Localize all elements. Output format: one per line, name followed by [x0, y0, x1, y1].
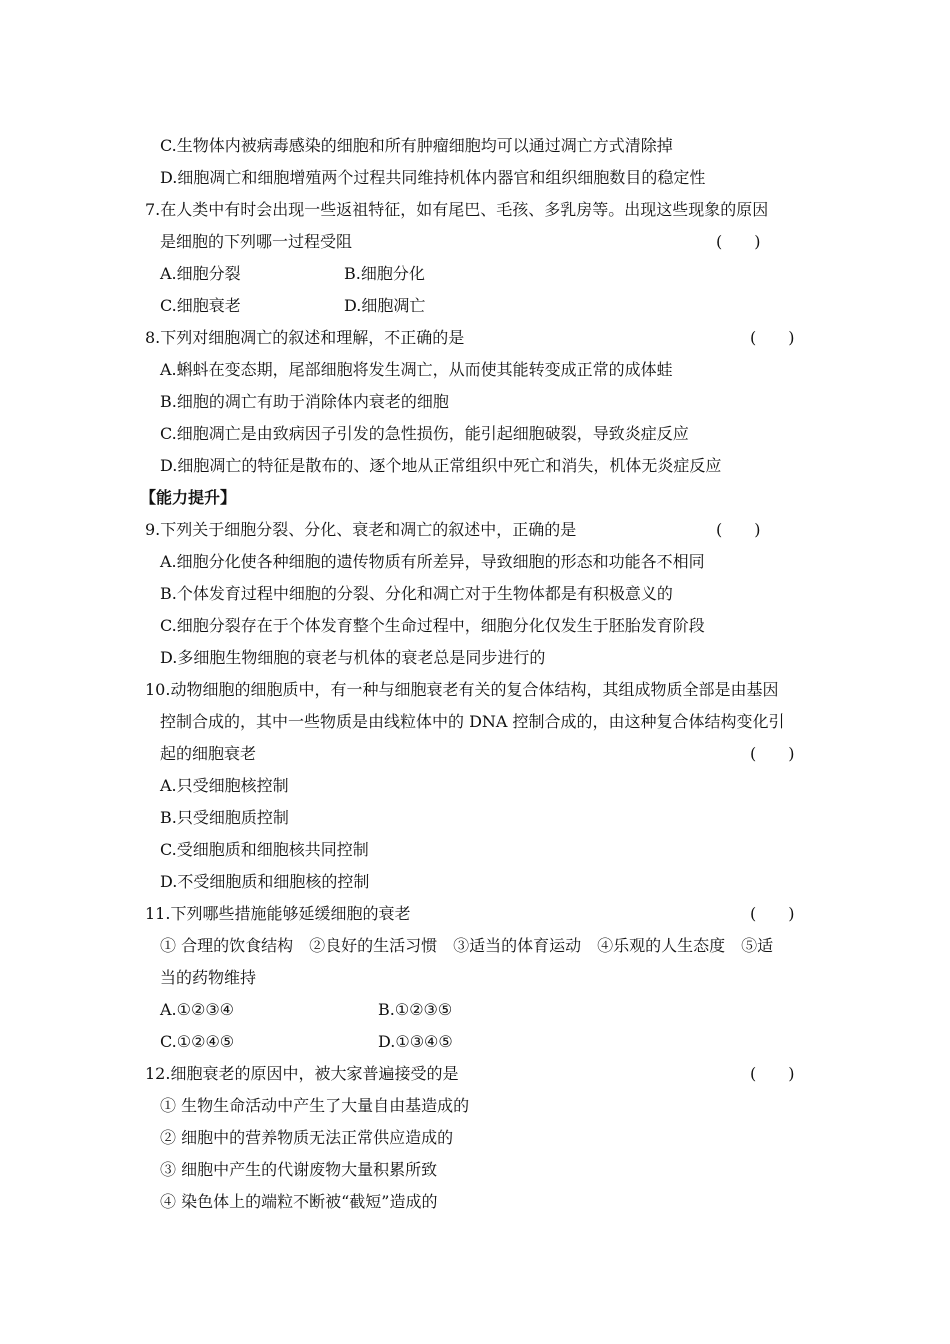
q7-option-a: A.细胞分裂 — [160, 264, 241, 283]
q7-option-d: D.细胞凋亡 — [344, 296, 426, 315]
q6-option-c: C.生物体内被病毒感染的细胞和所有肿瘤细胞均可以通过凋亡方式清除掉 — [160, 136, 673, 155]
q11-option-b: B.①②③⑤ — [378, 1000, 453, 1019]
q6-option-d: D.细胞凋亡和细胞增殖两个过程共同维持机体内器官和组织细胞数目的稳定性 — [160, 168, 706, 187]
q12-item-2: ② 细胞中的营养物质无法正常供应造成的 — [160, 1128, 454, 1147]
q11-items-line1: ① 合理的饮食结构 ②良好的生活习惯 ③适当的体育运动 ④乐观的人生态度 ⑤适 — [160, 936, 774, 955]
q8-option-b: B.细胞的凋亡有助于消除体内衰老的细胞 — [160, 392, 449, 411]
q12-item-3: ③ 细胞中产生的代谢废物大量积累所致 — [160, 1160, 438, 1179]
q7-option-c: C.细胞衰老 — [160, 296, 241, 315]
q10-stem-line2: 控制合成的，其中一些物质是由线粒体中的 DNA 控制合成的，由这种复合体结构变化引 — [160, 712, 785, 731]
q7-option-b: B.细胞分化 — [344, 264, 425, 283]
q11-answer-paren: ( ) — [750, 904, 795, 923]
q11-items-line2: 当的药物维持 — [160, 968, 257, 987]
q10-stem-line1: 10.动物细胞的细胞质中，有一种与细胞衰老有关的复合体结构，其组成物质全部是由基因 — [145, 680, 779, 699]
q7-answer-paren: ( ) — [716, 232, 761, 251]
q9-option-d: D.多细胞生物细胞的衰老与机体的衰老总是同步进行的 — [160, 648, 546, 667]
q11-option-a: A.①②③④ — [160, 1000, 235, 1019]
q8-option-a: A.蝌蚪在变态期，尾部细胞将发生凋亡，从而使其能转变成正常的成体蛙 — [160, 360, 673, 379]
q12-stem: 12.细胞衰老的原因中，被大家普遍接受的是 — [145, 1064, 459, 1083]
q10-option-c: C.受细胞质和细胞核共同控制 — [160, 840, 369, 859]
q9-option-a: A.细胞分化使各种细胞的遗传物质有所差异，导致细胞的形态和功能各不相同 — [160, 552, 705, 571]
q7-stem-line2: 是细胞的下列哪一过程受阻 — [160, 232, 353, 251]
q12-item-4: ④ 染色体上的端粒不断被“截短”造成的 — [160, 1192, 438, 1211]
q8-answer-paren: ( ) — [750, 328, 795, 347]
q8-option-d: D.细胞凋亡的特征是散布的、逐个地从正常组织中死亡和消失，机体无炎症反应 — [160, 456, 722, 475]
q9-answer-paren: ( ) — [716, 520, 761, 539]
q12-answer-paren: ( ) — [750, 1064, 795, 1083]
q11-option-c: C.①②④⑤ — [160, 1032, 235, 1051]
q10-option-b: B.只受细胞质控制 — [160, 808, 289, 827]
q11-stem: 11.下列哪些措施能够延缓细胞的衰老 — [145, 904, 411, 923]
q7-stem-line1: 7.在人类中有时会出现一些返祖特征，如有尾巴、毛孩、多乳房等。出现这些现象的原因 — [145, 200, 769, 219]
q10-option-d: D.不受细胞质和细胞核的控制 — [160, 872, 370, 891]
q9-stem: 9.下列关于细胞分裂、分化、衰老和凋亡的叙述中，正确的是 — [145, 520, 577, 539]
q9-option-b: B.个体发育过程中细胞的分裂、分化和凋亡对于生物体都是有积极意义的 — [160, 584, 673, 603]
q10-option-a: A.只受细胞核控制 — [160, 776, 289, 795]
q11-option-d: D.①③④⑤ — [378, 1032, 453, 1051]
q8-option-c: C.细胞凋亡是由致病因子引发的急性损伤，能引起细胞破裂，导致炎症反应 — [160, 424, 689, 443]
q9-option-c: C.细胞分裂存在于个体发育整个生命过程中，细胞分化仅发生于胚胎发育阶段 — [160, 616, 705, 635]
section-heading: 【能力提升】 — [140, 488, 237, 507]
q12-item-1: ① 生物生命活动中产生了大量自由基造成的 — [160, 1096, 470, 1115]
q10-answer-paren: ( ) — [750, 744, 795, 763]
q8-stem: 8.下列对细胞凋亡的叙述和理解，不正确的是 — [145, 328, 465, 347]
q10-stem-line3: 起的细胞衰老 — [160, 744, 257, 763]
